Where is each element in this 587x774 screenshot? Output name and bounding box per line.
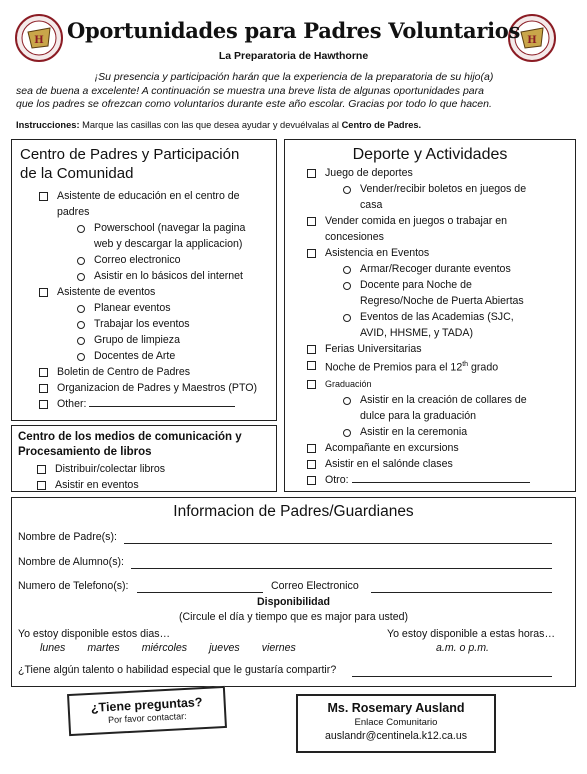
item-label: padres xyxy=(57,206,90,218)
item-label: Asistencia en Eventos xyxy=(325,247,430,259)
item-label: dulce para la graduación xyxy=(360,409,477,422)
checkbox[interactable] xyxy=(39,288,48,297)
item-label: Asistir en lo básicos del internet xyxy=(94,270,243,282)
sub-item[interactable] xyxy=(307,309,572,341)
item-label: Distribuir/colectar libros xyxy=(55,463,166,475)
intro-line: ¡Su presencia y participación harán que la experiencia de la preparatoria de su hijo(a) xyxy=(94,71,494,83)
sub-item[interactable] xyxy=(307,261,572,277)
checkbox[interactable] xyxy=(307,345,316,354)
contact-role: Enlace Comunitario xyxy=(354,717,438,728)
circle-bullet xyxy=(77,273,85,281)
checkbox[interactable] xyxy=(39,192,48,201)
checkbox[interactable] xyxy=(307,169,316,178)
correo-label: Correo Electronico xyxy=(271,580,359,592)
item-label: Asistir en la creación de collares de xyxy=(360,393,527,406)
telefono-label: Numero de Telefono(s): xyxy=(18,580,129,592)
medios-section xyxy=(11,425,277,492)
item-label: Noche de Premios para el 12 xyxy=(325,361,463,374)
svg-text:H: H xyxy=(527,35,537,46)
item-label: Powerschool (navegar la pagina xyxy=(94,222,246,234)
checkbox-item[interactable] xyxy=(307,440,572,456)
item-label: Graduación xyxy=(325,378,372,389)
preguntas-box xyxy=(67,686,227,736)
circle-bullet xyxy=(77,257,85,265)
svg-text:H: H xyxy=(34,35,44,46)
horas-label: Yo estoy disponible a estas horas… xyxy=(387,628,556,640)
section-title: de la Comunidad xyxy=(20,165,134,182)
checkbox[interactable] xyxy=(37,465,46,474)
checkbox[interactable] xyxy=(307,249,316,258)
checkbox[interactable] xyxy=(37,481,46,490)
circle-bullet xyxy=(77,225,85,233)
item-label: Other: xyxy=(57,398,90,410)
circle-bullet xyxy=(343,397,351,405)
item-label: concesiones xyxy=(325,231,384,243)
checkbox[interactable] xyxy=(39,368,48,377)
correo-input-line[interactable] xyxy=(371,592,552,593)
circle-bullet xyxy=(77,337,85,345)
page-title: Oportunidades para Padres Voluntarios xyxy=(66,18,521,43)
padre-input-line[interactable] xyxy=(124,543,552,544)
item-label: Grupo de limpieza xyxy=(94,334,180,346)
item-label: Asistir en la ceremonia xyxy=(360,425,468,438)
item-label: AVID, HHSME, y TADA) xyxy=(360,327,474,339)
item-label: Asistir en el salónde clases xyxy=(325,457,453,470)
section-title: Procesamiento de libros xyxy=(18,446,152,458)
contactar-text: Por favor contactar: xyxy=(107,710,187,726)
am-pm-option[interactable]: a.m. o p.m. xyxy=(436,642,489,654)
item-label: Boletin de Centro de Padres xyxy=(57,366,191,378)
item-label: Ferias Universitarias xyxy=(325,343,422,355)
talento-label: ¿Tiene algún talento o habilidad especial que le gustaría compartir? xyxy=(18,664,337,676)
day-option[interactable]: martes xyxy=(87,642,120,654)
section-title: Centro de Padres y Participación xyxy=(20,146,240,163)
item-label: Correo electronico xyxy=(94,254,181,266)
item-label: Juego de deportes xyxy=(325,167,413,179)
circle-bullet xyxy=(343,266,351,274)
talento-input-line[interactable] xyxy=(352,676,552,677)
telefono-input-line[interactable] xyxy=(137,592,263,593)
item-label: Otro: xyxy=(325,473,352,486)
item-label: Planear eventos xyxy=(94,302,171,314)
item-label: Asistente de eventos xyxy=(57,286,156,298)
intro-line: sea de buena a excelente! A continuación se muestra una breve lista de algunas oportunidades para xyxy=(16,84,484,97)
item-label: Organizacion de Padres y Maestros (PTO) xyxy=(57,382,257,394)
instructions-label: Instrucciones: xyxy=(16,120,80,130)
circle-bullet xyxy=(343,282,351,290)
day-option[interactable]: viernes xyxy=(261,642,296,654)
school-name: La Preparatoria de Hawthorne xyxy=(218,50,369,62)
day-option[interactable]: lunes xyxy=(40,642,66,654)
section-title: Informacion de Padres/Guardianes xyxy=(173,503,414,520)
checkbox-item[interactable] xyxy=(39,364,271,380)
circle-bullet xyxy=(77,353,85,361)
instructions-place: Centro de Padres. xyxy=(341,120,422,130)
checkbox-item[interactable] xyxy=(307,165,572,181)
centro-padres-section xyxy=(11,139,277,421)
sub-item[interactable] xyxy=(39,332,271,348)
checkbox-item[interactable] xyxy=(37,461,269,477)
checkbox-item[interactable] xyxy=(39,380,271,396)
sub-item[interactable] xyxy=(39,300,271,316)
circle-bullet xyxy=(343,429,351,437)
alumno-label: Nombre de Alumno(s): xyxy=(18,556,124,568)
item-label: Vender comida en juegos o trabajar en xyxy=(325,215,507,227)
sub-item[interactable] xyxy=(39,316,271,332)
instructions-text: Marque las casillas con las que desea ayudar y devuélvalas al xyxy=(79,120,342,130)
item-label: Armar/Recoger durante eventos xyxy=(360,263,511,275)
checkbox-item[interactable] xyxy=(39,396,271,412)
section-title: Deporte y Actividades xyxy=(352,146,508,163)
dias-label: Yo estoy disponible estos dias… xyxy=(18,628,171,640)
padre-label: Nombre de Padre(s): xyxy=(18,531,117,543)
sub-item[interactable] xyxy=(307,392,572,424)
circle-bullet xyxy=(77,305,85,313)
item-label: casa xyxy=(360,199,383,211)
checkbox[interactable] xyxy=(307,444,316,453)
circle-bullet xyxy=(343,314,351,322)
checkbox-item[interactable] xyxy=(307,376,572,392)
sub-item[interactable] xyxy=(39,348,271,364)
sub-item[interactable] xyxy=(39,268,271,284)
checkbox[interactable] xyxy=(307,361,316,370)
circle-bullet xyxy=(343,186,351,194)
otro-input-line[interactable] xyxy=(352,482,530,483)
instructions xyxy=(16,120,421,130)
preguntas-heading: ¿Tiene preguntas? xyxy=(90,695,203,715)
disponibilidad-heading: Disponibilidad xyxy=(257,596,330,608)
item-label: Trabajar los eventos xyxy=(94,318,190,330)
contact-email[interactable]: auslandr@centinela.k12.ca.us xyxy=(324,730,468,742)
circle-bullet xyxy=(77,321,85,329)
checkbox-item[interactable] xyxy=(39,188,271,220)
checkbox[interactable] xyxy=(307,380,316,389)
item-label: Docentes de Arte xyxy=(94,350,176,362)
item-label: web y descargar la applicacion) xyxy=(94,238,243,250)
checkbox[interactable] xyxy=(307,217,316,226)
checkbox-item[interactable] xyxy=(307,456,572,472)
checkbox-item[interactable] xyxy=(37,477,269,493)
day-option[interactable]: jueves xyxy=(209,642,240,654)
other-input-line[interactable] xyxy=(89,406,235,407)
sub-item[interactable] xyxy=(39,252,271,268)
sub-item[interactable] xyxy=(39,220,271,252)
item-label: Acompañante en excursions xyxy=(325,441,459,454)
circle-note: (Circule el día y tiempo que es major para usted) xyxy=(178,611,409,623)
checkbox[interactable] xyxy=(307,460,316,469)
contact-box xyxy=(296,694,496,753)
contact-name: Ms. Rosemary Ausland xyxy=(327,701,465,715)
checkbox[interactable] xyxy=(39,400,48,409)
checkbox[interactable] xyxy=(307,476,316,485)
checkbox-item[interactable] xyxy=(307,213,572,245)
day-option[interactable]: miércoles xyxy=(141,642,188,654)
item-label: grado xyxy=(468,361,499,374)
section-title: Centro de los medios de comunicación y xyxy=(18,431,242,443)
alumno-input-line[interactable] xyxy=(131,568,552,569)
checkbox[interactable] xyxy=(39,384,48,393)
intro-text xyxy=(16,71,572,112)
checkbox-item[interactable] xyxy=(307,245,572,261)
sub-item[interactable] xyxy=(307,424,572,440)
item-label: Asistir en eventos xyxy=(55,479,139,491)
item-label: Asistente de educación en el centro de xyxy=(57,190,240,202)
days-row xyxy=(40,642,318,654)
sub-item[interactable] xyxy=(307,277,572,309)
item-label: Eventos de las Academias (SJC, xyxy=(360,311,514,323)
deporte-section xyxy=(284,139,576,492)
superscript: th xyxy=(462,361,469,368)
sub-item[interactable] xyxy=(307,181,572,213)
checkbox-item[interactable] xyxy=(307,472,572,488)
intro-line: que los padres se ofrezcan como voluntarios durante este año escolar. Gracias por todo lo que hacen. xyxy=(16,98,492,110)
item-label: Docente para Noche de xyxy=(360,279,472,291)
checkbox-item[interactable] xyxy=(39,284,271,300)
checkbox-item[interactable] xyxy=(307,357,572,376)
checkbox-item[interactable] xyxy=(307,341,572,357)
item-label: Regreso/Noche de Puerta Abiertas xyxy=(360,295,524,307)
item-label: Vender/recibir boletos en juegos de xyxy=(360,183,527,195)
